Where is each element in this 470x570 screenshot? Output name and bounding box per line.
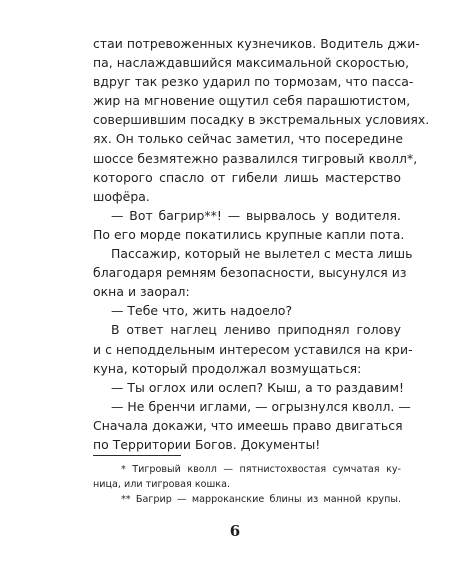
footnotes: [93, 462, 401, 507]
text-line: шофёра.: [93, 188, 150, 204]
text-line: — Не бренчи иглами, — огрызнулся кволл. —: [111, 398, 411, 414]
text-line: — Ты оглох или ослеп? Кыш, а то раздавим!: [111, 379, 404, 395]
footnote-divider: [93, 455, 181, 456]
body-text: [93, 34, 430, 454]
footnote-line: ница, или тигровая кошка.: [93, 479, 231, 490]
page-number: 6: [229, 522, 241, 540]
text-line: вдруг так резко ударил по тормозам, что пасса-: [93, 74, 414, 90]
text-line: — Тебе что, жить надоело?: [111, 303, 293, 319]
text-line: стаи потревоженных кузнечиков. Водитель джи-: [93, 36, 420, 51]
text-line: и с неподдельным интересом уставился на кри-: [93, 341, 413, 357]
text-line: — Вот багрир**! — вырвалось у водителя.: [111, 207, 401, 223]
text-line: окна и заорал:: [93, 284, 190, 300]
text-line: Сначала докажи, что имеешь право двигаться: [93, 417, 403, 433]
text-line: В ответ наглец лениво приподнял голову: [111, 322, 401, 338]
footnote-line: ** Багрир — марроканские блины из манной крупы.: [121, 494, 401, 505]
text-line: Пассажир, который не вылетел с места лишь: [111, 246, 413, 262]
text-line: па, наслаждавшийся максимальной скоростью,: [93, 55, 410, 71]
text-line: ях. Он только сейчас заметил, что посередине: [93, 131, 404, 147]
text-line: по Территории Богов. Документы!: [93, 436, 321, 452]
text-line: куна, который продолжал возмущаться:: [93, 360, 362, 376]
text-line: шоссе безмятежно развалился тигровый кволл*,: [93, 150, 418, 166]
text-line: По его морде покатились крупные капли пота.: [93, 226, 405, 242]
text-line: благодаря ремням безопасности, высунулся из: [93, 265, 407, 281]
text-line: которого спасло от гибели лишь мастерство: [93, 169, 401, 185]
footnote-line: * Тигровый кволл — пятнистохвостая сумчатая ку-: [121, 464, 401, 475]
text-line: совершившим посадку в экстремальных условиях.: [93, 112, 430, 128]
text-line: жир на мгновение ощутил себя парашютистом,: [93, 93, 411, 109]
